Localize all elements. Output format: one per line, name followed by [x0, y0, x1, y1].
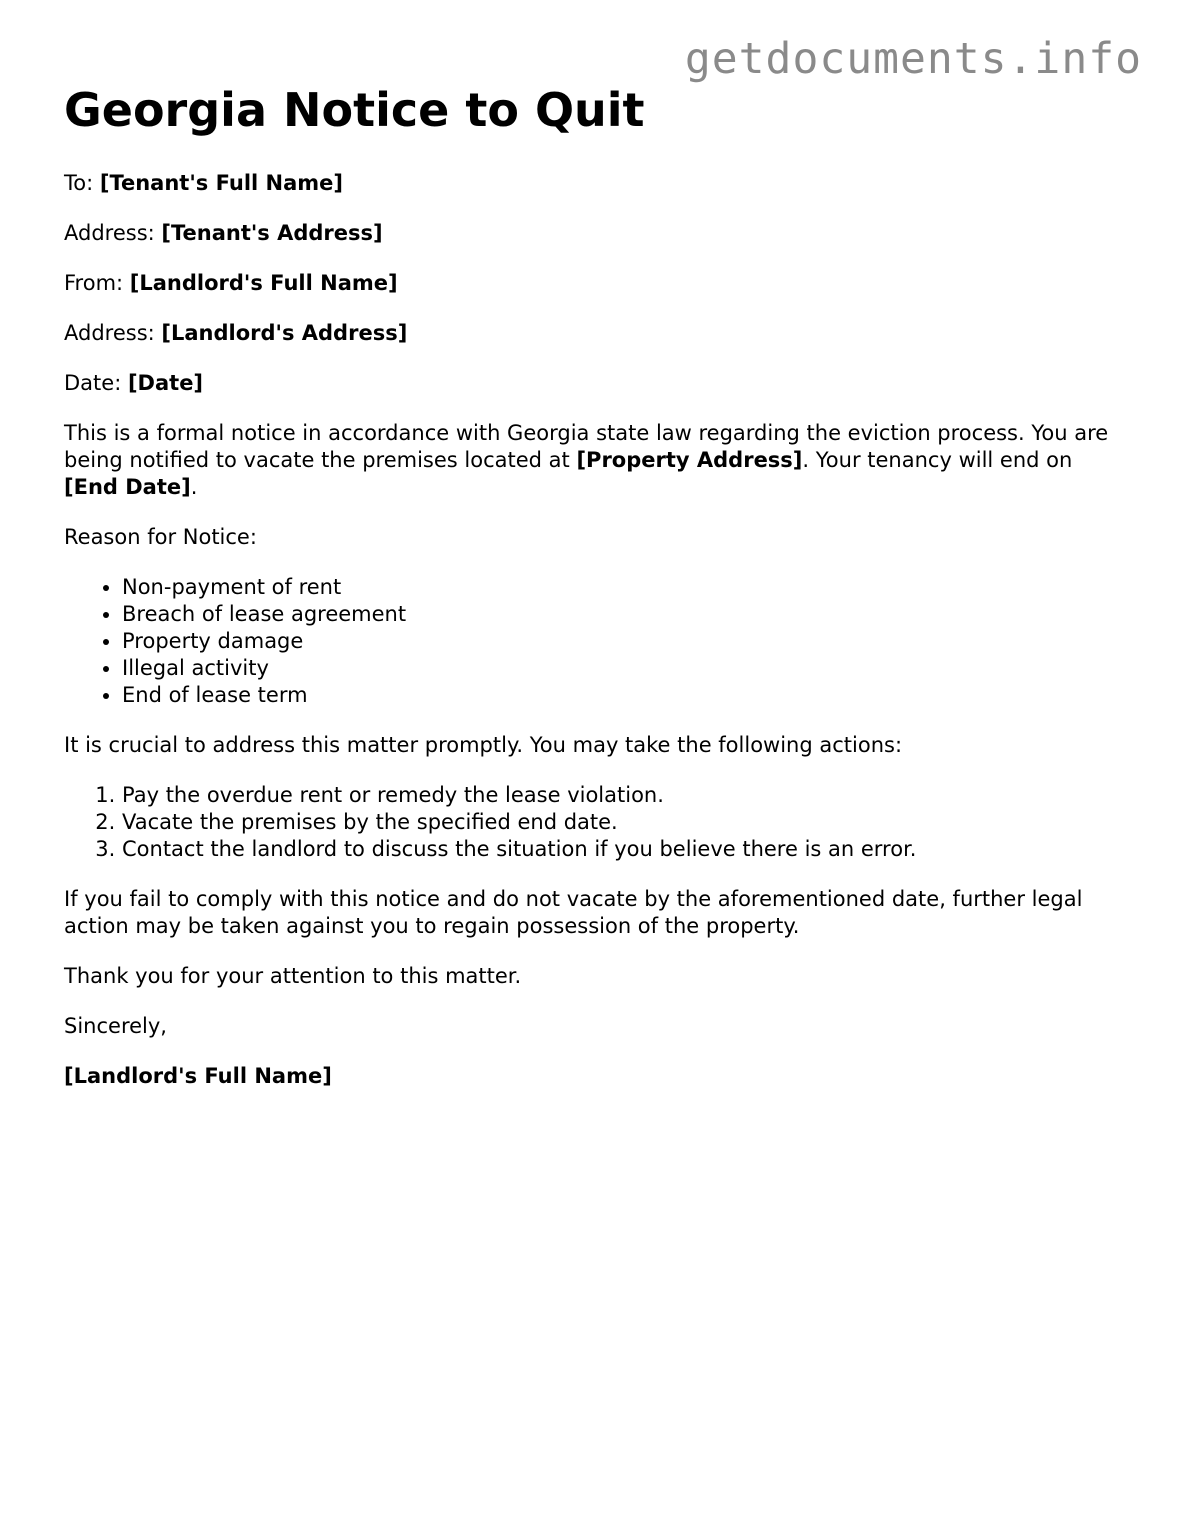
from-field	[64, 270, 1124, 297]
list-item: 1. Pay the overdue rent or remedy the lease violation.	[122, 782, 1124, 809]
tenant-address-label: Address:	[64, 221, 162, 245]
from-label: From:	[64, 271, 130, 295]
intro-text-3: .	[190, 475, 198, 499]
signature	[64, 1063, 1124, 1090]
signature-placeholder: [Landlord's Full Name]	[64, 1064, 332, 1088]
warning-paragraph: If you fail to comply with this notice and do not vacate by the aforementioned date, further legal action may be taken against you to regain possession of the property.	[64, 887, 1083, 938]
date-placeholder: [Date]	[127, 371, 204, 395]
end-date-placeholder: [End Date]	[64, 475, 191, 499]
date-label: Date:	[64, 371, 128, 395]
document-body	[64, 80, 1124, 1113]
landlord-address-placeholder: [Landlord's Address]	[161, 321, 408, 345]
to-field	[64, 170, 1124, 197]
reasons-list	[64, 574, 1124, 709]
landlord-name-placeholder: [Landlord's Full Name]	[129, 271, 398, 295]
landlord-address-field	[64, 320, 1124, 347]
reason-heading: Reason for Notice:	[64, 525, 257, 549]
landlord-address-label: Address:	[64, 321, 162, 345]
actions-intro: It is crucial to address this matter promptly. You may take the following actions:	[64, 733, 903, 757]
intro-text-2: . Your tenancy will end on	[802, 448, 1073, 472]
closing: Sincerely,	[64, 1014, 167, 1038]
actions-list	[64, 782, 1124, 863]
list-item: • Property damage	[122, 628, 1124, 655]
intro-paragraph	[64, 420, 1124, 501]
date-field	[64, 370, 1124, 397]
list-item: 2. Vacate the premises by the specified end date.	[122, 809, 1124, 836]
watermark: getdocuments.info	[684, 34, 1142, 84]
tenant-name-placeholder: [Tenant's Full Name]	[99, 171, 344, 195]
document-title: Georgia Notice to Quit	[64, 83, 645, 137]
property-address-placeholder: [Property Address]	[576, 448, 803, 472]
list-item: • Illegal activity	[122, 655, 1124, 682]
list-item: • Breach of lease agreement	[122, 601, 1124, 628]
to-label: To:	[64, 171, 100, 195]
list-item: • Non-payment of rent	[122, 574, 1124, 601]
list-item: 3. Contact the landlord to discuss the situation if you believe there is an error.	[122, 836, 1124, 863]
list-item: • End of lease term	[122, 682, 1124, 709]
tenant-address-placeholder: [Tenant's Address]	[161, 221, 383, 245]
intro-text-1: This is a formal notice in accordance with Georgia state law regarding the eviction process. You are being notified to vacate the premises located at	[64, 421, 1109, 472]
tenant-address-field	[64, 220, 1124, 247]
thanks-paragraph: Thank you for your attention to this matter.	[64, 964, 522, 988]
